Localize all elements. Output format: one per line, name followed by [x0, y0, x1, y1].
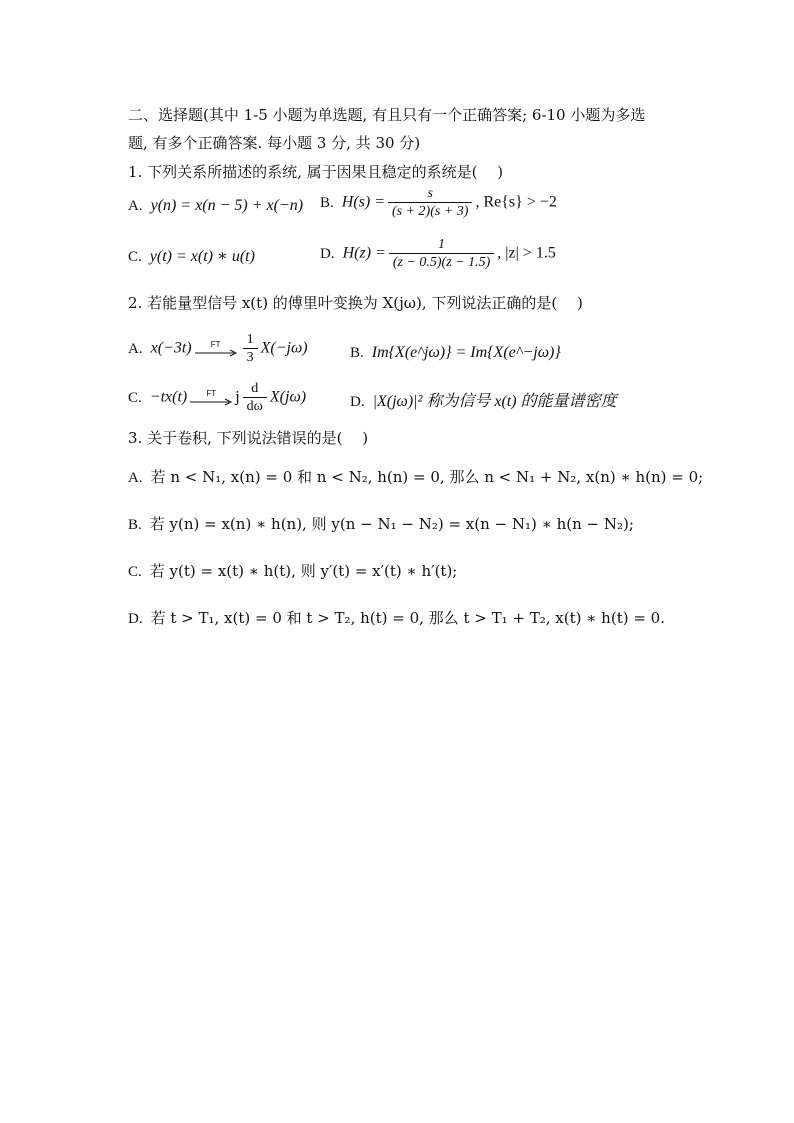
- section-header-line2: 题, 有多个正确答案. 每小题 3 分, 共 30 分): [128, 134, 421, 152]
- q1-option-b-fraction: $\frac{s}{(s + 2)(s + 3)}$: [388, 185, 472, 220]
- q2-option-b: B. Im{X(e^jω)} = Im{X(e^−jω)}: [350, 344, 561, 361]
- q3-option-c: C. 若 y(t) = x(t) ∗ h(t), 则 y′(t) = x′(t) ∗ h′(t);: [128, 562, 458, 580]
- q3-stem: 3. 关于卷积, 下列说法错误的是( ): [128, 429, 369, 447]
- q1-stem: 1. 下列关系所描述的系统, 属于因果且稳定的系统是( ): [128, 163, 504, 181]
- q1-option-d-fraction: $\frac{1}{(z - 0.5)(z - 1.5)}$: [389, 236, 494, 271]
- q2-stem: 2. 若能量型信号 x(t) 的傅里叶变换为 X(jω), 下列说法正确的是( ): [128, 294, 583, 312]
- ft-arrow-icon: FT: [189, 389, 233, 406]
- q1-option-a: A. y(n) = x(n − 5) + x(−n): [128, 196, 304, 214]
- q3-option-d: D. 若 t > T₁, x(t) = 0 和 t > T₂, h(t) = 0, 那么 t > T₁ + T₂, x(t) ∗ h(t) = 0.: [128, 609, 665, 627]
- q2-option-c: C. −tx(t) FT j $\frac{d}{d\omega}$ X(jω): [128, 381, 307, 414]
- q1-option-d: D. H(z) = $\frac{1}{(z - 0.5)(z - 1.5)}$ , |z| > 1.5: [320, 237, 556, 270]
- q1-option-a-expr: y(n) = x(n − 5) + x(−n): [150, 196, 304, 214]
- q1-option-b: B. H(s) = $\frac{s}{(s + 2)(s + 3)}$ , Re{s} > −2: [320, 186, 557, 219]
- q3-option-b: B. 若 y(n) = x(n) ∗ h(n), 则 y(n − N₁ − N₂) = x(n − N₁) ∗ h(n − N₂);: [128, 515, 634, 533]
- q3-option-a: A. 若 n < N₁, x(n) = 0 和 n < N₂, h(n) = 0, 那么 n < N₁ + N₂, x(n) ∗ h(n) = 0;: [128, 468, 704, 486]
- q2-option-a: A. x(−3t) FT $\frac{1}{3}$ X(−jω): [128, 332, 308, 365]
- q2-option-d: D. |X(jω)|² 称为信号 x(t) 的能量谱密度: [350, 393, 617, 410]
- q1-option-c: C. y(t) = x(t) ∗ u(t): [128, 247, 255, 265]
- q1-row-ab: [128, 186, 557, 219]
- ft-arrow-icon: FT: [194, 340, 238, 357]
- q1-row-cd: [128, 237, 556, 270]
- section-header-line1: 二、选择题(其中 1-5 小题为单选题, 有且只有一个正确答案; 6-10 小题为多选: [128, 106, 646, 124]
